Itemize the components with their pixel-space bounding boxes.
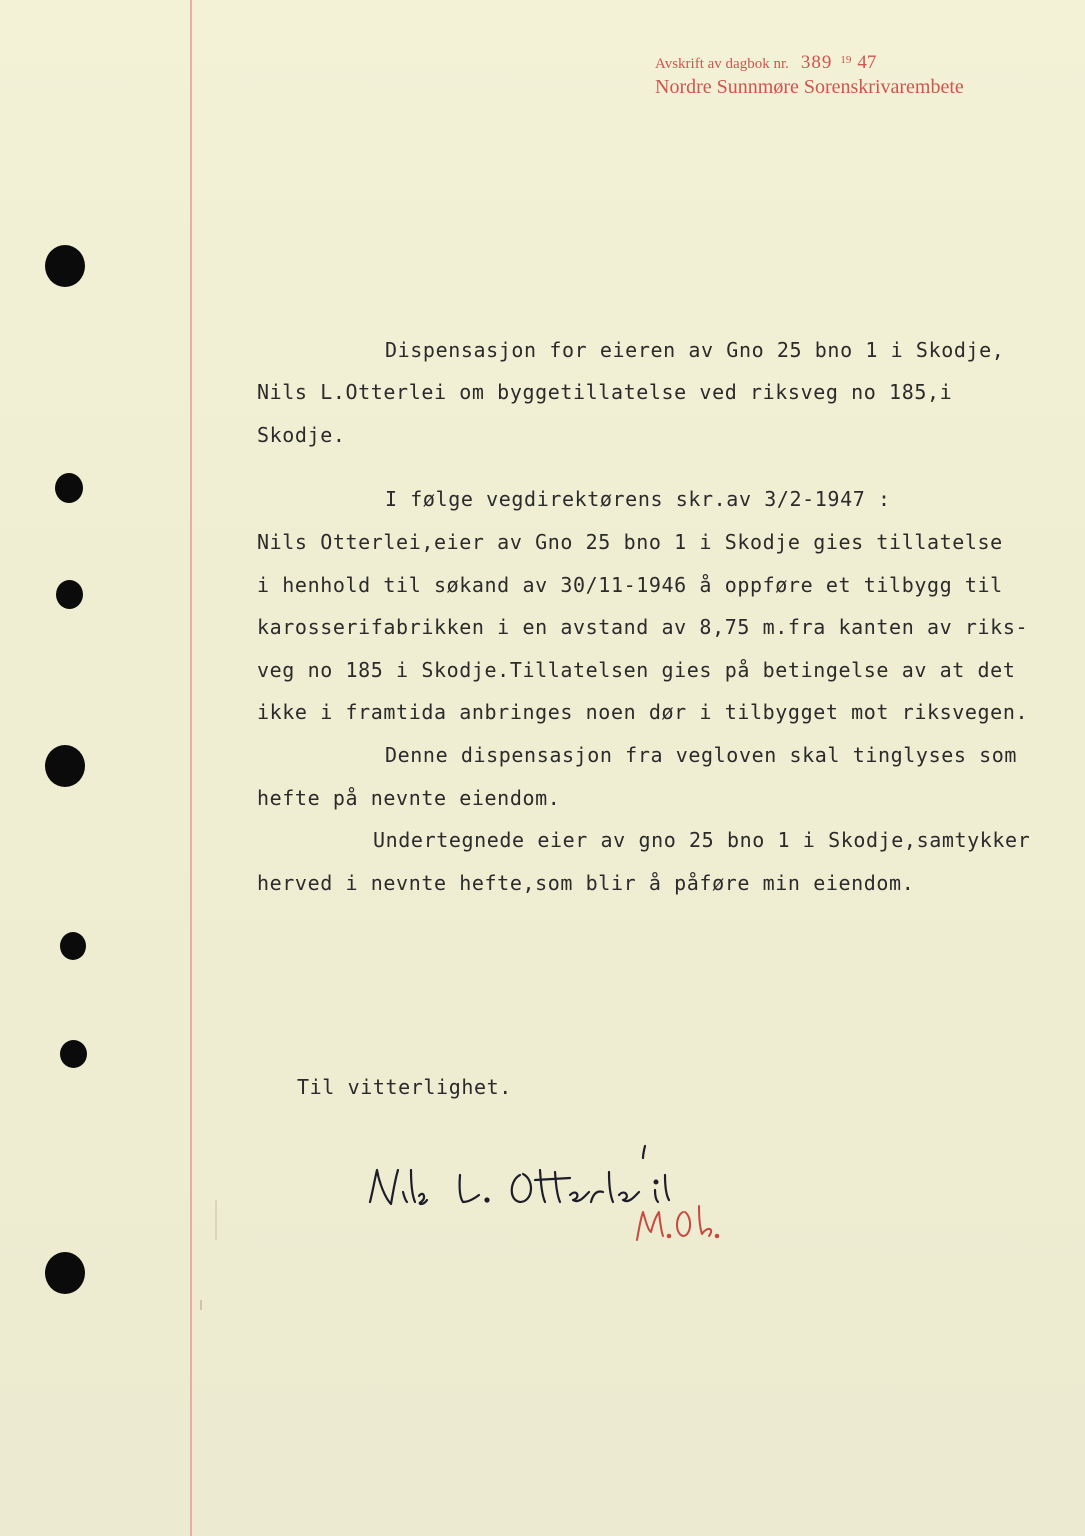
archive-stamp [655, 52, 964, 99]
scan-speck [200, 1300, 202, 1310]
stamp-label: Avskrift av dagbok nr. [655, 56, 789, 72]
body-line: i henhold til søkand av 30/11-1946 å oppføre et tilbygg til [257, 573, 1003, 597]
handwritten-signature [365, 1140, 765, 1250]
body-line: Dispensasjon for eieren av Gno 25 bno 1 i Skodje, [385, 338, 1005, 362]
punch-hole [60, 1040, 87, 1068]
body-line: Nils Otterlei,eier av Gno 25 bno 1 i Skodje gies tillatelse [257, 530, 1003, 554]
punch-hole [60, 932, 86, 960]
witness-line: Til vitterlighet. [297, 1075, 512, 1099]
body-line: herved i nevnte hefte,som blir å påføre min eiendom. [257, 871, 915, 895]
punch-hole [45, 245, 85, 287]
body-line: Skodje. [257, 423, 346, 447]
body-line: Undertegnede eier av gno 25 bno 1 i Skodje,samtykker [373, 828, 1031, 852]
body-line: I følge vegdirektørens skr.av 3/2-1947 : [385, 487, 891, 511]
body-line: ikke i framtida anbringes noen dør i tilbygget mot riksvegen. [257, 700, 1029, 724]
body-line: Denne dispensasjon fra vegloven skal tinglyses som [385, 743, 1018, 767]
body-line: Nils L.Otterlei om byggetillatelse ved riksveg no 185,i [257, 380, 953, 404]
body-line: karosserifabrikken i en avstand av 8,75 m.fra kanten av riks- [257, 615, 1029, 639]
margin-rule [190, 0, 192, 1536]
stamp-number: 389 [800, 52, 833, 73]
punch-hole [45, 1252, 85, 1294]
punch-hole [56, 580, 83, 609]
punch-hole [45, 745, 85, 787]
punch-hole [55, 473, 83, 503]
stamp-office: Nordre Sunnmøre Sorenskrivarembete [655, 76, 964, 98]
body-line: hefte på nevnte eiendom. [257, 786, 561, 810]
scan-speck [215, 1200, 217, 1240]
stamp-century: 19 [840, 54, 852, 66]
stamp-reference [655, 52, 964, 74]
stamp-year: 47 [857, 52, 877, 73]
body-line: veg no 185 i Skodje.Tillatelsen gies på betingelse av at det [257, 658, 1016, 682]
